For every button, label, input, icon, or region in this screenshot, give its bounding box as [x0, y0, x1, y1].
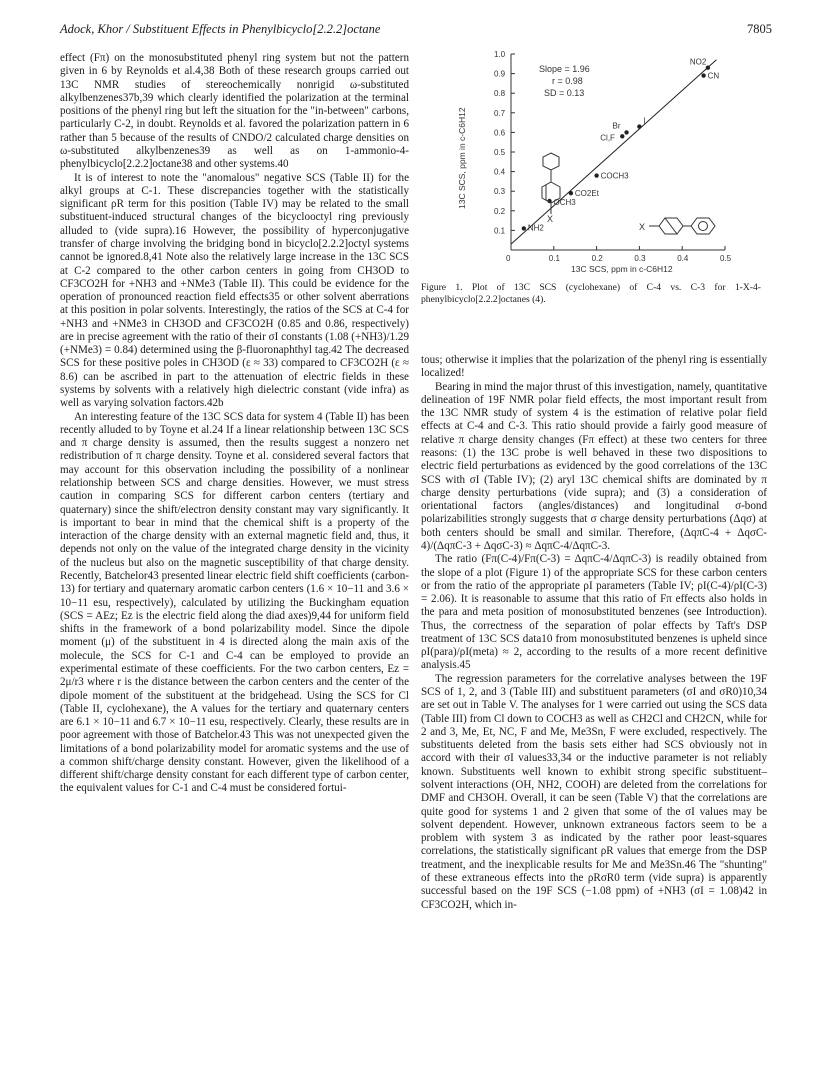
y-axis-label: 13C SCS, ppm in c-C6H12 — [457, 107, 467, 209]
data-label: NO2 — [689, 57, 707, 67]
paragraph: The regression parameters for the correlative analyses between the 19F SCS of 1, 2, and 3 (Table III) and substituent parameters (σI and σR0)10,34 are set out in Table V. The analyses for 1 were carried out using the SCS data (Table III) from Cl down to COCH3 as well as CH2Cl and CH2CN, while for 2 and 3, Me, Et, NC, F and Me, Me3Sn, F were excluded, respectively. The substituents deleted from the basis sets either had SCS obviously not in accord with their σI values33,34 or the inductive parameter is not reliably known. Substituents well known to exhibit strong specific substituent–solvent interactions (OH, NH2, COOH) are deleted from the correlations for DMF and CH3OH. Overall, it can be seen (Table V) that the correlations are quite good for systems 1 and 2 given that some of the σI values may be solvent dependent. However, unknown extraneous factors seem to be a problem with system 3 as indicated by the rather poor least-squares correlations, the statistically significant ρR values that emerge from the DSP treatment, and the inexplicable results for Me and Me3Sn.46 The "shunting" of these extraneous effects into the ρRσR0 term (vide supra) is apparently successful based on the 19F SCS (−1.08 ppm) of +NH3 (σI = 1.08)42 in CF3CO2H, which in- — [421, 672, 767, 911]
paragraph: The ratio (Fπ(C-4)/Fπ(C-3) = ΔqπC-4/ΔqπC-3) is readily obtained from the slope of a plot (Figure 1) of the appropriate SCS for these carbon centers or from the ratio of the appropriate ρI parameters (Table IV; ρI(C-4)/ρI(C-3) = 2.06). It is reasonable to assume that this ratio of Fπ effects also holds in the para and meta position of monosubstituted benzenes (see Introduction). Thus, the correctness of the separation of polar effects by Taft's DSP treatment of 13C SCS data10 from monosubstituted benzenes is upheld since ρI(para)/ρI(meta) ≈ 2, according to the results of a more recent definitive analysis.45 — [421, 553, 767, 672]
figure-caption: Figure 1. Plot of 13C SCS (cyclohexane) of C-4 vs. C-3 for 1-X-4-phenylbicyclo[2.2.2]octanes (4). — [421, 282, 761, 305]
data-point — [701, 73, 705, 77]
paragraph: tous; otherwise it implies that the polarization of the phenyl ring is essentially localized! — [421, 354, 767, 380]
chart-marks — [511, 58, 719, 244]
running-title: Adock, Khor / Substituent Effects in Phenylbicyclo[2.2.2]octane — [60, 22, 381, 36]
data-label: CN — [707, 71, 720, 81]
x-tick-label: 0.5 — [720, 254, 732, 263]
data-point — [594, 173, 598, 177]
y-tick-label: 1.0 — [494, 50, 506, 59]
data-label: COCH3 — [600, 171, 629, 181]
data-label: I — [643, 116, 646, 126]
x-tick-label: 0.2 — [591, 254, 603, 263]
data-label: NH2 — [527, 223, 544, 233]
scatter-chart — [421, 44, 767, 276]
structure-label-x: X — [547, 214, 554, 224]
y-tick-label: 0.1 — [494, 226, 506, 236]
y-tick-label: 0.9 — [494, 69, 506, 79]
data-label: Br — [612, 121, 621, 131]
data-point — [620, 134, 624, 138]
page-header — [60, 22, 772, 40]
figure-1 — [421, 44, 767, 349]
structure-drawing-horizontal — [649, 218, 715, 234]
structure-label-x2: X — [639, 222, 646, 232]
x-tick-label: 0 — [506, 254, 511, 263]
paragraph: Bearing in mind the major thrust of this investigation, namely, quantitative delineation of 19F NMR polar field effects, the most important result from the 13C NMR study of system 4 is the estimation of relative polar field effects at C-4 and C-3. This ratio should provide a fairly good measure of relative π charge density changes (Fπ effect) at these two centers for three reasons: (1) the 13C probe is well behaved in these two dispositions to electric field perturbations as evidenced by the good correlations of the 13C SCS with σI (Table IV); (2) aryl 13C chemical shifts are dominated by π charge density perturbations (vide supra); and (3) a consideration of orientational factors (angles/distances) and longitudinal σ-bond polarizabilities strongly suggests that σ charge density perturbations (Δqσ) at both centers should be small and similar. Therefore, (ΔqπC-4 + ΔqσC-4)/(ΔqπC-3 + ΔqσC-3) ≈ ΔqπC-4/ΔqπC-3. — [421, 380, 767, 552]
x-axis-label: 13C SCS, ppm in c-C6H12 — [571, 264, 673, 274]
left-column — [60, 52, 409, 796]
stat-r: r = 0.98 — [552, 76, 583, 86]
y-tick-label: 0.7 — [494, 108, 506, 118]
data-point — [624, 130, 628, 134]
y-tick-label: 0.2 — [494, 206, 506, 216]
y-tick-label: 0.5 — [494, 148, 506, 157]
x-tick-label: 0.4 — [677, 254, 689, 263]
y-tick-label: 0.4 — [494, 167, 506, 177]
data-label: OCH3 — [553, 198, 576, 207]
data-point — [637, 124, 641, 128]
paragraph: An interesting feature of the 13C SCS data for system 4 (Table II) has been recently alluded to by Toyne et al.24 If a linear relationship between 13C SCS and π charge density is assumed, then the results suggest a nonzero net redistribution of π charge density. Toyne et al. considered several factors that may account for this observation including the possibility of a nonlinear relationship between SCS and charge densities. However, we must stress caution in comparing SCS for different carbon centers (tertiary and quaternary) since the shift/electron density constant may vary significantly. It is important to bear in mind that the chemical shift is a property of the interaction of the charge density with an external magnetic field and, thus, it depends not only on the value of the integrated charge density in the vicinity of the nucleus but also on the magnetic susceptibility of that charge density. Recently, Batchelor43 presented linear electric field shift coefficients (carbon-13) for tertiary and quaternary aromatic carbon centers (1.6 × 10−11 and 3.6 × 10−11 esu, respectively), calculated by utilizing the Buckingham equation (SCS = AEz; Ez is the electric field along the diad axes)9,44 for uniform field shifts in the framework of a bond polarizability model. Since the dipole moment (μ) of the substituent in 4 is directed along the main axis of the molecule, the SCS for C-1 and C-4 can be employed to provide an experimental estimate of these coefficients. For the two carbon centers, Ez = 2μ/r3 where r is the distance between the carbon centers and the center of the dipole moment of the substituent at the bridgehead. Using the SCS for Cl (Table II, cyclohexane), the A values for the tertiary and quaternary centers are 6.1 × 10−11 and 6.7 × 10−11 esu, respectively. Clearly, these results are in poor agreement with those of Batchelor.43 This was not unexpected given the limitations of a bond polarizability model for aromatic systems and the use of a common shift/charge density constant. However, given the likelihood of a different shift/charge density constant for each different type of carbon center, the equivalent values for C-1 and C-4 must be considered fortui- — [60, 410, 409, 795]
data-label: Cl,F — [600, 133, 615, 143]
y-tick-label: 0.8 — [494, 89, 506, 99]
y-tick-label: 0.3 — [494, 187, 506, 197]
data-label: CO2Et — [574, 189, 599, 199]
paragraph: effect (Fπ) on the monosubstituted phenyl ring system but not the pattern given in 6 by Reynolds et al.4,38 Both of these research groups carried out 13C NMR studies of stereochemically nonrigid ω-substituted alkylbenzenes37b,39 which clearly identified the polarization at the terminal positions of the phenyl ring but left the situation for the "in-between" carbons, particularly C-2, in doubt. Reynolds et al. favored the polarization pattern in 6 rather than 5 because of the results of CNDO/2 calculated charge densities on ω-substituted alkylbenzenes39 as well as on 1-ammonio-4-phenylbicyclo[2.2.2]octane38 and other systems.40 — [60, 52, 409, 171]
stat-sd: SD = 0.13 — [544, 88, 585, 98]
data-point — [569, 191, 573, 195]
x-tick-label: 0.3 — [634, 254, 646, 263]
fit-line — [511, 57, 716, 244]
y-tick-label: 0.6 — [494, 128, 506, 138]
right-column — [421, 354, 767, 912]
data-point — [522, 226, 526, 230]
stat-slope: Slope = 1.96 — [539, 64, 590, 74]
x-tick-label: 0.1 — [548, 254, 560, 263]
paragraph: It is of interest to note the "anomalous" negative SCS (Table II) for the alkyl groups at C-1. These discrepancies together with the statistically significant ρR term for this position (Table IV) may be related to the small substituent-induced structural changes of the bicyclooctyl ring previously alluded to (vide supra).16 However, the possibility of hyperconjugative transfer of charge involving the bridging bond in bicyclo[2.2.2]octyl systems cannot be ignored.8,41 Note also the relatively large increase in the 13C SCS at C-2 compared to the other carbon centers in going from CH3OD to CF3CO2H for +NH3 and +NMe3 (Table II). This could be evidence for the operation of pronounced reaction field effects35 or other solvent aberrations at this position in polar solvents. Interestingly, the ratios of the SCS at C-4 for +NH3 and +NMe3 in CH3OD and CF3CO2H (0.85 and 0.86, respectively) are in precise agreement with the ratio of their σI constants (1.08 (+NH3)/1.29 (+NMe3) = 0.84) determined using the β-fluoronaphthyl tag.42 The decreased SCS for these positive poles in CH3OD (ε ≈ 33) compared to CF3CO2H (ε ≈ 8.6) can be ascribed in part to the attenuation of electric fields in these systems by solvents with a relatively high dielectric constant (vide infra) as well as varying solvation factors.42b — [60, 171, 409, 410]
page-number: 7805 — [747, 22, 772, 36]
